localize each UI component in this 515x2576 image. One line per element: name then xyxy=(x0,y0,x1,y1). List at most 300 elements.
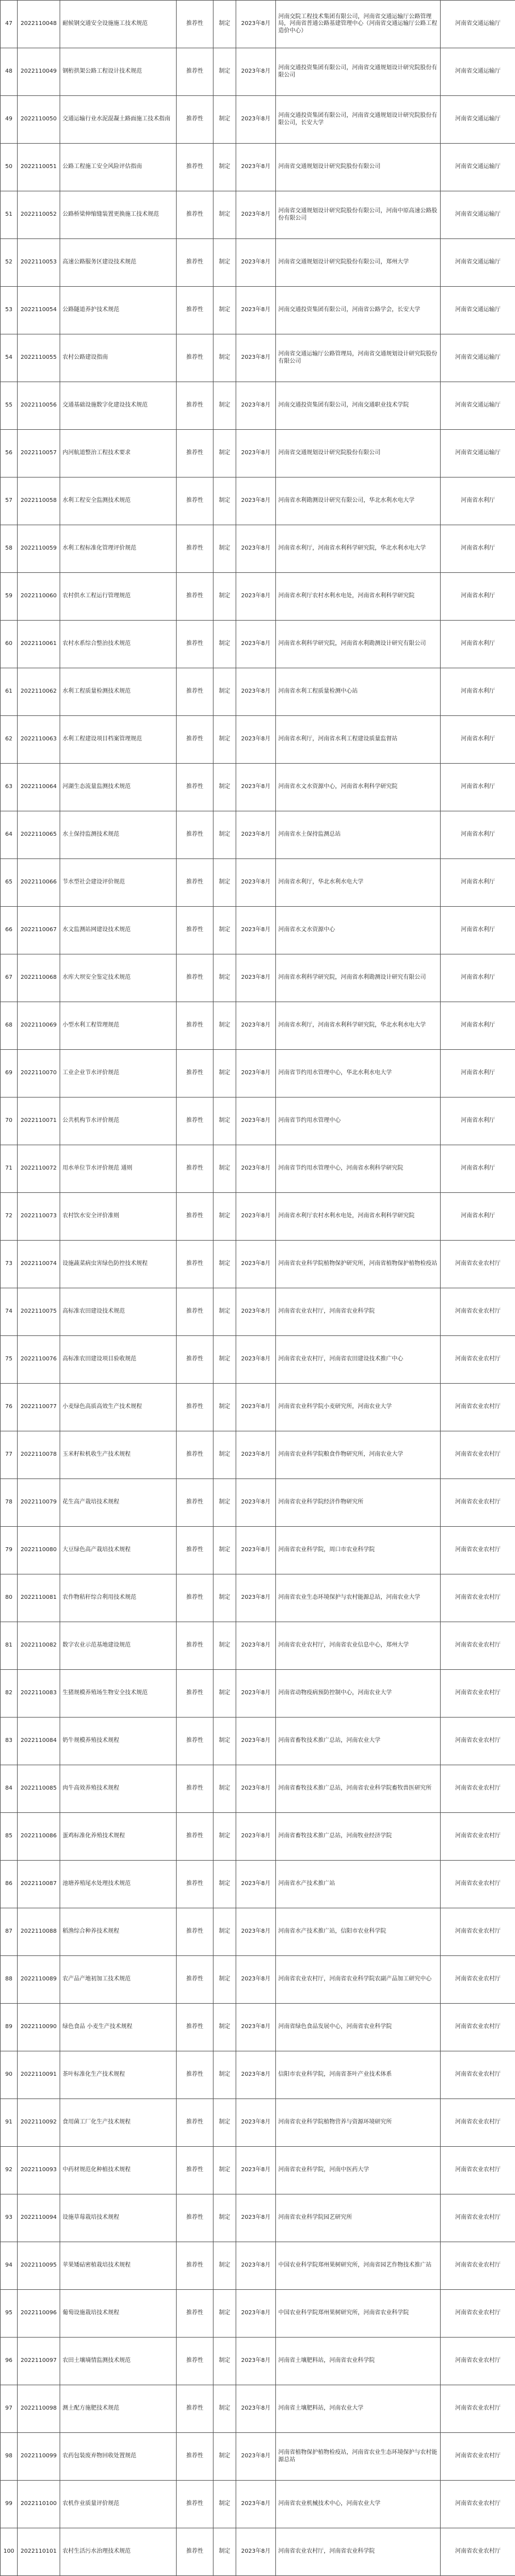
standard-nature-cell: 推荐性 xyxy=(177,477,213,525)
revision-type-cell: 制定 xyxy=(213,1813,236,1861)
project-code-cell: 2022110061 xyxy=(18,621,60,668)
row-number-cell: 50 xyxy=(1,144,18,191)
standard-nature-cell: 推荐性 xyxy=(177,859,213,907)
standard-name-cell: 水文监测站网建设技术规范 xyxy=(60,907,177,954)
standard-nature-cell: 推荐性 xyxy=(177,668,213,716)
completion-date-cell: 2023年8月 xyxy=(236,2099,276,2147)
completion-date-cell: 2023年8月 xyxy=(236,2481,276,2528)
revision-type-cell: 制定 xyxy=(213,1145,236,1193)
row-number-cell: 83 xyxy=(1,1718,18,1765)
standard-name-cell: 公路工程施工安全风险评估指南 xyxy=(60,144,177,191)
standard-name-cell: 设施蔬菜病虫害绿色防控技术规程 xyxy=(60,1241,177,1288)
revision-type-cell: 制定 xyxy=(213,1861,236,1908)
standard-name-cell: 水利工程标准化管理评价规范 xyxy=(60,525,177,573)
drafting-organizations-cell: 河南省农业科学院植物营养与资源环境研究所 xyxy=(276,2099,441,2147)
standard-name-cell: 交通运输行业水泥混凝土路面施工技术指南 xyxy=(60,96,177,144)
standard-name-cell: 葡萄设施栽培技术规程 xyxy=(60,2290,177,2338)
responsible-department-cell: 河南省农业农村厅 xyxy=(441,2004,515,2051)
revision-type-cell: 制定 xyxy=(213,764,236,811)
revision-type-cell: 制定 xyxy=(213,859,236,907)
drafting-organizations-cell: 河南省节约用水管理中心，河南省水利科学研究院 xyxy=(276,1145,441,1193)
table-row xyxy=(1,1670,515,1718)
responsible-department-cell: 河南省农业农村厅 xyxy=(441,2147,515,2194)
standard-nature-cell: 推荐性 xyxy=(177,2433,213,2481)
drafting-organizations-cell: 河南省畜牧技术推广总站，河南牧业经济学院 xyxy=(276,1813,441,1861)
project-code-cell: 2022110089 xyxy=(18,1956,60,2004)
project-code-cell: 2022110051 xyxy=(18,144,60,191)
standard-nature-cell: 推荐性 xyxy=(177,334,213,382)
project-code-cell: 2022110080 xyxy=(18,1527,60,1574)
table-row xyxy=(1,2051,515,2099)
project-code-cell: 2022110048 xyxy=(18,1,60,48)
project-code-cell: 2022110082 xyxy=(18,1622,60,1670)
completion-date-cell: 2023年8月 xyxy=(236,2242,276,2290)
row-number-cell: 79 xyxy=(1,1527,18,1574)
standard-nature-cell: 推荐性 xyxy=(177,573,213,621)
responsible-department-cell: 河南省水利厅 xyxy=(441,1002,515,1050)
revision-type-cell: 制定 xyxy=(213,48,236,96)
project-code-cell: 2022110096 xyxy=(18,2290,60,2338)
completion-date-cell: 2023年8月 xyxy=(236,1956,276,2004)
project-code-cell: 2022110078 xyxy=(18,1431,60,1479)
revision-type-cell: 制定 xyxy=(213,525,236,573)
row-number-cell: 59 xyxy=(1,573,18,621)
drafting-organizations-cell: 河南省水文水资源中心 xyxy=(276,907,441,954)
completion-date-cell: 2023年8月 xyxy=(236,2433,276,2481)
table-row xyxy=(1,2385,515,2433)
row-number-cell: 61 xyxy=(1,668,18,716)
row-number-cell: 76 xyxy=(1,1384,18,1431)
completion-date-cell: 2023年8月 xyxy=(236,1765,276,1813)
completion-date-cell: 2023年8月 xyxy=(236,1670,276,1718)
project-code-cell: 2022110059 xyxy=(18,525,60,573)
table-row xyxy=(1,1145,515,1193)
row-number-cell: 56 xyxy=(1,430,18,477)
table-row xyxy=(1,859,515,907)
revision-type-cell: 制定 xyxy=(213,1336,236,1384)
project-code-cell: 2022110069 xyxy=(18,1002,60,1050)
responsible-department-cell: 河南省农业农村厅 xyxy=(441,1241,515,1288)
responsible-department-cell: 河南省交通运输厅 xyxy=(441,48,515,96)
row-number-cell: 97 xyxy=(1,2385,18,2433)
project-code-cell: 2022110093 xyxy=(18,2147,60,2194)
revision-type-cell: 制定 xyxy=(213,1956,236,2004)
table-row xyxy=(1,716,515,764)
project-code-cell: 2022110079 xyxy=(18,1479,60,1527)
standard-name-cell: 蛋鸡标准化养殖技术规程 xyxy=(60,1813,177,1861)
project-code-cell: 2022110074 xyxy=(18,1241,60,1288)
drafting-organizations-cell: 河南省交通规划设计研究院股份有限公司，郑州大学 xyxy=(276,239,441,287)
drafting-organizations-cell: 中国农业科学院郑州果树研究所，河南省园艺作物技术推广站 xyxy=(276,2242,441,2290)
completion-date-cell: 2023年8月 xyxy=(236,477,276,525)
standard-nature-cell: 推荐性 xyxy=(177,1479,213,1527)
row-number-cell: 51 xyxy=(1,191,18,239)
revision-type-cell: 制定 xyxy=(213,334,236,382)
table-row xyxy=(1,2004,515,2051)
revision-type-cell: 制定 xyxy=(213,573,236,621)
row-number-cell: 84 xyxy=(1,1765,18,1813)
row-number-cell: 65 xyxy=(1,859,18,907)
revision-type-cell: 制定 xyxy=(213,1288,236,1336)
project-code-cell: 2022110075 xyxy=(18,1288,60,1336)
revision-type-cell: 制定 xyxy=(213,954,236,1002)
drafting-organizations-cell: 河南省交通运输厅公路管理局，河南省交通规划设计研究院股份有限公司 xyxy=(276,334,441,382)
standard-nature-cell: 推荐性 xyxy=(177,1098,213,1145)
completion-date-cell: 2023年8月 xyxy=(236,1002,276,1050)
standard-name-cell: 食用菌工厂化生产技术规程 xyxy=(60,2099,177,2147)
table-row xyxy=(1,1956,515,2004)
project-code-cell: 2022110050 xyxy=(18,96,60,144)
revision-type-cell: 制定 xyxy=(213,1908,236,1956)
drafting-organizations-cell: 河南省水文水资源中心，河南省水利科学研究院 xyxy=(276,764,441,811)
standard-name-cell: 数字农业示范基地建设规范 xyxy=(60,1622,177,1670)
row-number-cell: 75 xyxy=(1,1336,18,1384)
standard-nature-cell: 推荐性 xyxy=(177,1241,213,1288)
standard-name-cell: 大豆绿色高产栽培技术规程 xyxy=(60,1527,177,1574)
row-number-cell: 69 xyxy=(1,1050,18,1098)
row-number-cell: 89 xyxy=(1,2004,18,2051)
standard-nature-cell: 推荐性 xyxy=(177,1670,213,1718)
responsible-department-cell: 河南省水利厅 xyxy=(441,573,515,621)
responsible-department-cell: 河南省农业农村厅 xyxy=(441,1288,515,1336)
standard-nature-cell: 推荐性 xyxy=(177,954,213,1002)
drafting-organizations-cell: 河南交通投资集团有限公司，河南省交通规划设计研究院股份有限公司 xyxy=(276,48,441,96)
standard-nature-cell: 推荐性 xyxy=(177,1622,213,1670)
standard-nature-cell: 推荐性 xyxy=(177,1765,213,1813)
completion-date-cell: 2023年8月 xyxy=(236,1718,276,1765)
completion-date-cell: 2023年8月 xyxy=(236,668,276,716)
standard-nature-cell: 推荐性 xyxy=(177,1527,213,1574)
standard-nature-cell: 推荐性 xyxy=(177,716,213,764)
standard-name-cell: 农村饮水安全评价准则 xyxy=(60,1193,177,1241)
table-row xyxy=(1,48,515,96)
drafting-organizations-cell: 河南省植物保护植物检疫站，河南省农业生态环境保护与农村能源总站 xyxy=(276,2433,441,2481)
standard-nature-cell: 推荐性 xyxy=(177,1813,213,1861)
row-number-cell: 64 xyxy=(1,811,18,859)
standard-name-cell: 设施草莓栽培技术规程 xyxy=(60,2194,177,2242)
standard-name-cell: 公路隧道养护技术规范 xyxy=(60,287,177,334)
row-number-cell: 52 xyxy=(1,239,18,287)
drafting-organizations-cell: 河南省畜牧技术推广总站，河南农业大学 xyxy=(276,1718,441,1765)
revision-type-cell: 制定 xyxy=(213,1765,236,1813)
responsible-department-cell: 河南省水利厅 xyxy=(441,954,515,1002)
responsible-department-cell: 河南省交通运输厅 xyxy=(441,144,515,191)
row-number-cell: 92 xyxy=(1,2147,18,2194)
drafting-organizations-cell: 河南省交通规划设计研究院股份有限公司，河南中原高速公路股份有限公司 xyxy=(276,191,441,239)
standard-name-cell: 公共机构节水评价规范 xyxy=(60,1098,177,1145)
responsible-department-cell: 河南省农业农村厅 xyxy=(441,2051,515,2099)
row-number-cell: 73 xyxy=(1,1241,18,1288)
revision-type-cell: 制定 xyxy=(213,2147,236,2194)
standard-nature-cell: 推荐性 xyxy=(177,2338,213,2385)
row-number-cell: 53 xyxy=(1,287,18,334)
project-code-cell: 2022110084 xyxy=(18,1718,60,1765)
responsible-department-cell: 河南省农业农村厅 xyxy=(441,2338,515,2385)
completion-date-cell: 2023年8月 xyxy=(236,1622,276,1670)
completion-date-cell: 2023年8月 xyxy=(236,1813,276,1861)
project-code-cell: 2022110060 xyxy=(18,573,60,621)
table-row xyxy=(1,668,515,716)
table-row xyxy=(1,525,515,573)
standard-name-cell: 肉牛高效养殖技术规程 xyxy=(60,1765,177,1813)
project-code-cell: 2022110054 xyxy=(18,287,60,334)
row-number-cell: 77 xyxy=(1,1431,18,1479)
standard-nature-cell: 推荐性 xyxy=(177,48,213,96)
row-number-cell: 71 xyxy=(1,1145,18,1193)
standard-name-cell: 农机作业质量评价规范 xyxy=(60,2481,177,2528)
completion-date-cell: 2023年8月 xyxy=(236,1908,276,1956)
standard-name-cell: 小麦绿色高质高效生产技术规程 xyxy=(60,1384,177,1431)
standard-name-cell: 高标准农田建设技术规范 xyxy=(60,1288,177,1336)
completion-date-cell: 2023年8月 xyxy=(236,2338,276,2385)
project-code-cell: 2022110077 xyxy=(18,1384,60,1431)
revision-type-cell: 制定 xyxy=(213,2242,236,2290)
completion-date-cell: 2023年8月 xyxy=(236,1336,276,1384)
standard-name-cell: 苹果矮砧密植栽培技术规程 xyxy=(60,2242,177,2290)
responsible-department-cell: 河南省农业农村厅 xyxy=(441,1384,515,1431)
table-row xyxy=(1,2242,515,2290)
revision-type-cell: 制定 xyxy=(213,1,236,48)
project-code-cell: 2022110094 xyxy=(18,2194,60,2242)
table-row xyxy=(1,2433,515,2481)
standard-name-cell: 高标准农田建设项目验收规范 xyxy=(60,1336,177,1384)
drafting-organizations-cell: 河南省水土保持监测总站 xyxy=(276,811,441,859)
standard-name-cell: 钢桁拱架公路工程设计技术规范 xyxy=(60,48,177,96)
responsible-department-cell: 河南省水利厅 xyxy=(441,621,515,668)
completion-date-cell: 2023年8月 xyxy=(236,1,276,48)
standard-name-cell: 交通基础设施数字化建设技术规范 xyxy=(60,382,177,430)
responsible-department-cell: 河南省交通运输厅 xyxy=(441,334,515,382)
standard-nature-cell: 推荐性 xyxy=(177,1861,213,1908)
table-row xyxy=(1,1193,515,1241)
completion-date-cell: 2023年8月 xyxy=(236,48,276,96)
standard-name-cell: 高速公路服务区建设技术规范 xyxy=(60,239,177,287)
standard-name-cell: 内河航道整治工程技术要求 xyxy=(60,430,177,477)
row-number-cell: 87 xyxy=(1,1908,18,1956)
row-number-cell: 49 xyxy=(1,96,18,144)
standard-name-cell: 农药包装废弃物回收处置规范 xyxy=(60,2433,177,2481)
table-row xyxy=(1,1288,515,1336)
drafting-organizations-cell: 河南省水利厅，河南省水利科学研究院，华北水利水电大学 xyxy=(276,1002,441,1050)
project-code-cell: 2022110052 xyxy=(18,191,60,239)
revision-type-cell: 制定 xyxy=(213,2290,236,2338)
standard-name-cell: 绿色食品 小麦生产技术规程 xyxy=(60,2004,177,2051)
completion-date-cell: 2023年8月 xyxy=(236,2147,276,2194)
drafting-organizations-cell: 河南省水利科学研究院，河南省水利勘测设计研究有限公司 xyxy=(276,621,441,668)
revision-type-cell: 制定 xyxy=(213,716,236,764)
responsible-department-cell: 河南省水利厅 xyxy=(441,859,515,907)
drafting-organizations-cell: 河南省农业科学院小麦研究所，河南农业大学 xyxy=(276,1384,441,1431)
project-code-cell: 2022110072 xyxy=(18,1145,60,1193)
standard-nature-cell: 推荐性 xyxy=(177,1431,213,1479)
standard-name-cell: 稻渔综合种养技术规程 xyxy=(60,1908,177,1956)
completion-date-cell: 2023年8月 xyxy=(236,621,276,668)
drafting-organizations-cell: 河南交通投资集团有限公司，河南省交通规划设计研究院股份有限公司，长安大学 xyxy=(276,96,441,144)
revision-type-cell: 制定 xyxy=(213,2433,236,2481)
row-number-cell: 95 xyxy=(1,2290,18,2338)
responsible-department-cell: 河南省农业农村厅 xyxy=(441,2290,515,2338)
revision-type-cell: 制定 xyxy=(213,1193,236,1241)
responsible-department-cell: 河南省水利厅 xyxy=(441,764,515,811)
project-code-cell: 2022110090 xyxy=(18,2004,60,2051)
standard-name-cell: 池塘养殖尾水处理技术规范 xyxy=(60,1861,177,1908)
drafting-organizations-cell: 河南省农业科学院，河南中医药大学 xyxy=(276,2147,441,2194)
responsible-department-cell: 河南省水利厅 xyxy=(441,1050,515,1098)
row-number-cell: 96 xyxy=(1,2338,18,2385)
table-row xyxy=(1,1050,515,1098)
drafting-organizations-cell: 河南省水产技术推广站，信阳市农业科学院 xyxy=(276,1908,441,1956)
completion-date-cell: 2023年8月 xyxy=(236,191,276,239)
standard-nature-cell: 推荐性 xyxy=(177,287,213,334)
standard-name-cell: 中药材规范化种植技术规程 xyxy=(60,2147,177,2194)
completion-date-cell: 2023年8月 xyxy=(236,1288,276,1336)
project-code-cell: 2022110070 xyxy=(18,1050,60,1098)
standard-name-cell: 花生高产栽培技术规程 xyxy=(60,1479,177,1527)
table-row xyxy=(1,621,515,668)
standard-nature-cell: 推荐性 xyxy=(177,2099,213,2147)
standard-name-cell: 水库大坝安全鉴定技术规范 xyxy=(60,954,177,1002)
revision-type-cell: 制定 xyxy=(213,1002,236,1050)
row-number-cell: 72 xyxy=(1,1193,18,1241)
standard-name-cell: 耐候钢交通安全设施施工技术规范 xyxy=(60,1,177,48)
standard-name-cell: 水利工程质量检测技术规范 xyxy=(60,668,177,716)
responsible-department-cell: 河南省水利厅 xyxy=(441,716,515,764)
table-row xyxy=(1,1813,515,1861)
responsible-department-cell: 河南省交通运输厅 xyxy=(441,382,515,430)
table-row xyxy=(1,1622,515,1670)
completion-date-cell: 2023年8月 xyxy=(236,239,276,287)
responsible-department-cell: 河南省农业农村厅 xyxy=(441,1718,515,1765)
table-row xyxy=(1,1527,515,1574)
table-row xyxy=(1,191,515,239)
drafting-organizations-cell: 河南交通投资集团有限公司，河南省公路学会，长安大学 xyxy=(276,287,441,334)
drafting-organizations-cell: 河南省农业科学院经济作物研究所 xyxy=(276,1479,441,1527)
responsible-department-cell: 河南省交通运输厅 xyxy=(441,96,515,144)
standard-name-cell: 节水型社会建设评价规范 xyxy=(60,859,177,907)
responsible-department-cell: 河南省水利厅 xyxy=(441,525,515,573)
standard-name-cell: 农产品产地初加工技术规范 xyxy=(60,1956,177,2004)
revision-type-cell: 制定 xyxy=(213,144,236,191)
drafting-organizations-cell: 河南省水利厅，河南省水利科学研究院，华北水利水电大学 xyxy=(276,525,441,573)
standard-nature-cell: 推荐性 xyxy=(177,2004,213,2051)
drafting-organizations-cell: 信阳市农业科学院，河南省茶叶产业技术体系 xyxy=(276,2051,441,2099)
table-row xyxy=(1,334,515,382)
responsible-department-cell: 河南省农业农村厅 xyxy=(441,1336,515,1384)
responsible-department-cell: 河南省农业农村厅 xyxy=(441,2099,515,2147)
drafting-organizations-cell: 河南省农业机械技术中心，河南农业大学 xyxy=(276,2481,441,2528)
table-row xyxy=(1,2147,515,2194)
project-code-cell: 2022110065 xyxy=(18,811,60,859)
table-row xyxy=(1,477,515,525)
row-number-cell: 80 xyxy=(1,1574,18,1622)
row-number-cell: 78 xyxy=(1,1479,18,1527)
drafting-organizations-cell: 河南省畜牧技术推广总站，河南省农业科学院畜牧兽医研究所 xyxy=(276,1765,441,1813)
drafting-organizations-cell: 河南省农业生态环境保护与农村能源总站，河南农业大学 xyxy=(276,1574,441,1622)
table-row xyxy=(1,1241,515,1288)
standard-nature-cell: 推荐性 xyxy=(177,1718,213,1765)
responsible-department-cell: 河南省农业农村厅 xyxy=(441,2385,515,2433)
row-number-cell: 70 xyxy=(1,1098,18,1145)
standard-nature-cell: 推荐性 xyxy=(177,621,213,668)
standard-name-cell: 农村公路建设指南 xyxy=(60,334,177,382)
row-number-cell: 94 xyxy=(1,2242,18,2290)
responsible-department-cell: 河南省水利厅 xyxy=(441,811,515,859)
standard-name-cell: 奶牛规模养殖技术规程 xyxy=(60,1718,177,1765)
standard-nature-cell: 推荐性 xyxy=(177,1384,213,1431)
row-number-cell: 85 xyxy=(1,1813,18,1861)
completion-date-cell: 2023年8月 xyxy=(236,1098,276,1145)
row-number-cell: 60 xyxy=(1,621,18,668)
revision-type-cell: 制定 xyxy=(213,907,236,954)
responsible-department-cell: 河南省水利厅 xyxy=(441,907,515,954)
table-row xyxy=(1,1002,515,1050)
standard-nature-cell: 推荐性 xyxy=(177,811,213,859)
row-number-cell: 82 xyxy=(1,1670,18,1718)
revision-type-cell: 制定 xyxy=(213,1384,236,1431)
row-number-cell: 63 xyxy=(1,764,18,811)
revision-type-cell: 制定 xyxy=(213,2004,236,2051)
project-code-cell: 2022110058 xyxy=(18,477,60,525)
row-number-cell: 86 xyxy=(1,1861,18,1908)
completion-date-cell: 2023年8月 xyxy=(236,1431,276,1479)
revision-type-cell: 制定 xyxy=(213,1622,236,1670)
table-row xyxy=(1,764,515,811)
table-body xyxy=(1,1,515,2576)
project-code-cell: 2022110067 xyxy=(18,907,60,954)
project-code-cell: 2022110073 xyxy=(18,1193,60,1241)
row-number-cell: 74 xyxy=(1,1288,18,1336)
revision-type-cell: 制定 xyxy=(213,2481,236,2528)
standard-nature-cell: 推荐性 xyxy=(177,1002,213,1050)
responsible-department-cell: 河南省交通运输厅 xyxy=(441,1,515,48)
responsible-department-cell: 河南省农业农村厅 xyxy=(441,1813,515,1861)
drafting-organizations-cell: 河南省水利科学研究院，河南省水利勘测设计研究有限公司 xyxy=(276,954,441,1002)
drafting-organizations-cell: 河南省水利厅农村水利水电处，河南省水利科学研究院 xyxy=(276,1193,441,1241)
responsible-department-cell: 河南省农业农村厅 xyxy=(441,2481,515,2528)
completion-date-cell: 2023年8月 xyxy=(236,96,276,144)
standard-name-cell: 测土配方施肥技术规范 xyxy=(60,2385,177,2433)
table-row xyxy=(1,1431,515,1479)
standard-nature-cell: 推荐性 xyxy=(177,1050,213,1098)
completion-date-cell: 2023年8月 xyxy=(236,1193,276,1241)
project-code-cell: 2022110076 xyxy=(18,1336,60,1384)
standard-nature-cell: 推荐性 xyxy=(177,1288,213,1336)
project-code-cell: 2022110095 xyxy=(18,2242,60,2290)
standard-nature-cell: 推荐性 xyxy=(177,764,213,811)
revision-type-cell: 制定 xyxy=(213,1241,236,1288)
responsible-department-cell: 河南省农业农村厅 xyxy=(441,2528,515,2576)
drafting-organizations-cell: 河南交通投资集团有限公司，河南交通职业技术学院 xyxy=(276,382,441,430)
row-number-cell: 100 xyxy=(1,2528,18,2576)
standard-name-cell: 公路桥梁伸缩缝装置更换施工技术规范 xyxy=(60,191,177,239)
table-row xyxy=(1,2099,515,2147)
row-number-cell: 68 xyxy=(1,1002,18,1050)
table-row xyxy=(1,1384,515,1431)
project-code-cell: 2022110086 xyxy=(18,1813,60,1861)
responsible-department-cell: 河南省农业农村厅 xyxy=(441,1861,515,1908)
completion-date-cell: 2023年8月 xyxy=(236,334,276,382)
standard-name-cell: 农田土壤墒情监测技术规范 xyxy=(60,2338,177,2385)
drafting-organizations-cell: 河南省交通规划设计研究院股份有限公司 xyxy=(276,144,441,191)
project-code-cell: 2022110063 xyxy=(18,716,60,764)
drafting-organizations-cell: 河南省水利厅，华北水利水电大学 xyxy=(276,859,441,907)
row-number-cell: 55 xyxy=(1,382,18,430)
responsible-department-cell: 河南省农业农村厅 xyxy=(441,1670,515,1718)
responsible-department-cell: 河南省农业农村厅 xyxy=(441,2242,515,2290)
drafting-organizations-cell: 河南省土壤肥料站，河南农业大学 xyxy=(276,2385,441,2433)
standard-nature-cell: 推荐性 xyxy=(177,2242,213,2290)
completion-date-cell: 2023年8月 xyxy=(236,2051,276,2099)
